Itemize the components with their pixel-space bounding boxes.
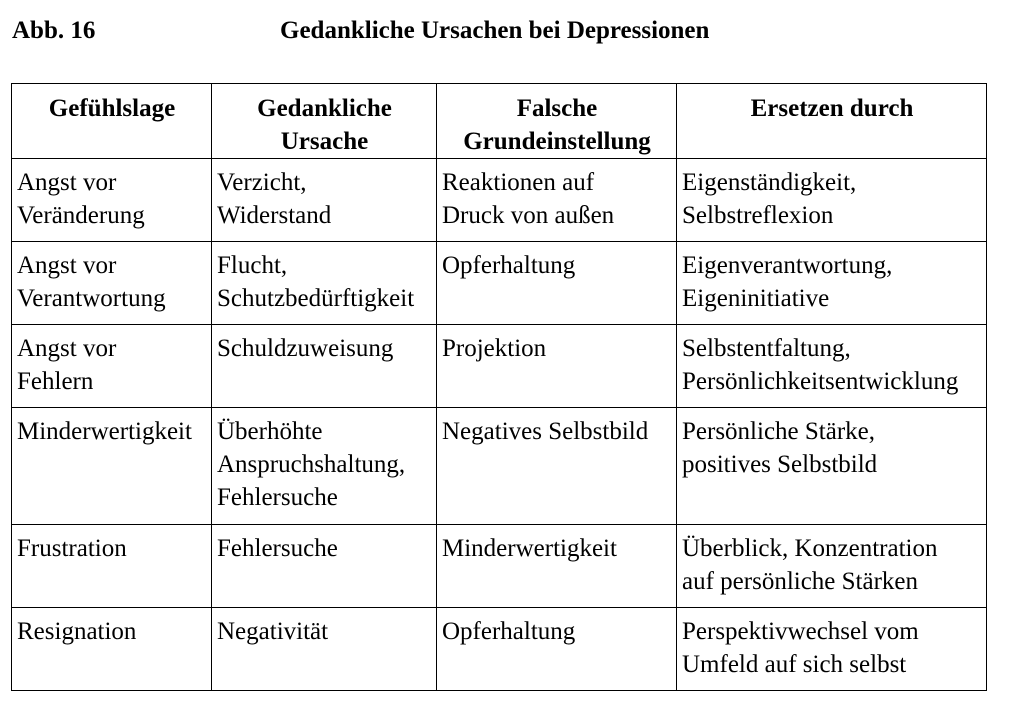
table-cell: Frustration bbox=[12, 525, 212, 608]
table-row bbox=[12, 408, 987, 525]
header-cell-gefuehlslage: Gefühlslage bbox=[12, 84, 212, 159]
table-cell: Überblick, Konzentration auf persönliche Stärken bbox=[677, 525, 987, 608]
table-cell: Verzicht, Widerstand bbox=[212, 159, 437, 242]
header-cell-gedankliche-ursache: Gedankliche Ursache bbox=[212, 84, 437, 159]
header-row bbox=[12, 84, 987, 159]
table-cell: Angst vor Fehlern bbox=[12, 325, 212, 408]
table-row bbox=[12, 608, 987, 691]
table-row bbox=[12, 159, 987, 242]
header-cell-falsche-grundeinstellung: Falsche Grundeinstellung bbox=[437, 84, 677, 159]
header-cell-ersetzen-durch: Ersetzen durch bbox=[677, 84, 987, 159]
figure-title: Gedankliche Ursachen bei Depressionen bbox=[280, 17, 710, 44]
table-cell: Negativität bbox=[212, 608, 437, 691]
table-cell: Perspektivwechsel vom Umfeld auf sich selbst bbox=[677, 608, 987, 691]
table-cell: Opferhaltung bbox=[437, 242, 677, 325]
table-row bbox=[12, 325, 987, 408]
table-cell: Opferhaltung bbox=[437, 608, 677, 691]
table-cell: Schuldzuweisung bbox=[212, 325, 437, 408]
table-cell: Persönliche Stärke, positives Selbstbild bbox=[677, 408, 987, 525]
table-cell: Angst vor Verantwortung bbox=[12, 242, 212, 325]
table-cell: Projektion bbox=[437, 325, 677, 408]
table-cell: Minderwertigkeit bbox=[12, 408, 212, 525]
table-cell: Eigenverantwortung, Eigeninitiative bbox=[677, 242, 987, 325]
table-cell: Minderwertigkeit bbox=[437, 525, 677, 608]
depression-causes-table bbox=[11, 83, 987, 691]
figure-label: Abb. 16 bbox=[12, 17, 96, 44]
table-cell: Reaktionen auf Druck von außen bbox=[437, 159, 677, 242]
table-cell: Überhöhte Anspruchshaltung, Fehlersuche bbox=[212, 408, 437, 525]
table-cell: Flucht, Schutzbedürftigkeit bbox=[212, 242, 437, 325]
table-cell: Eigenständigkeit, Selbstreflexion bbox=[677, 159, 987, 242]
table-cell: Negatives Selbstbild bbox=[437, 408, 677, 525]
table-cell: Resignation bbox=[12, 608, 212, 691]
table-cell: Selbstentfaltung, Persönlichkeitsentwicklung bbox=[677, 325, 987, 408]
table-cell: Angst vor Veränderung bbox=[12, 159, 212, 242]
table-row bbox=[12, 525, 987, 608]
table-row bbox=[12, 242, 987, 325]
table-cell: Fehlersuche bbox=[212, 525, 437, 608]
